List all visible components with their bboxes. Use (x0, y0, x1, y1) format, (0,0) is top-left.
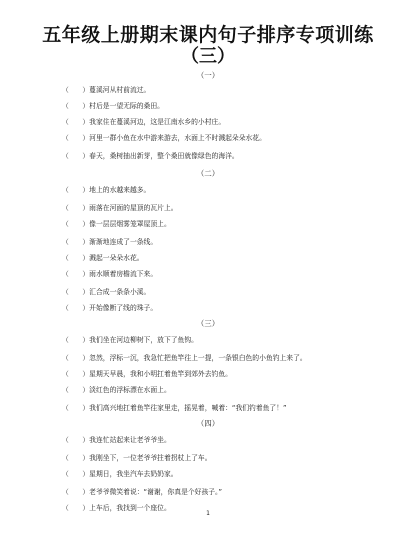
title-line1: 五年级上册期末课内句子排序专项训练 (42, 24, 374, 46)
sentence-item: （ ）我们坐在河边柳树下，放下了鱼钩。 (62, 336, 198, 344)
sentence-item: （ ）渐渐地连成了一条线。 (62, 238, 158, 246)
sentence-item: （ ）蔓溪河从村前流过。 (62, 86, 151, 94)
sentence-item: （ ）上车后，我找到一个座位。 (62, 504, 171, 512)
page-number: 1 (206, 510, 210, 517)
sentence-item: （ ）开始像断了线的珠子。 (62, 304, 158, 312)
sentence-item: （ ）老爷爷微笑着说：“谢谢，你真是个好孩子。” (62, 488, 222, 496)
sentence-item: （ ）我连忙站起来让老爷爷坐。 (62, 436, 171, 444)
title-line2: （三） (181, 46, 235, 67)
sentence-item: （ ）像一层层烟雾笼罩屋顶上。 (62, 220, 171, 228)
sentence-item: （ ）忽然，浮标一沉，我急忙把鱼竿往上一提，一条银白色的小鱼钓上来了。 (62, 354, 307, 362)
section-label: （二） (196, 169, 220, 178)
sentence-item: （ ）河里一群小鱼在水中游来游去，水面上不时溅起朵朵水花。 (62, 134, 266, 142)
sentence-item: （ ）地上的水越来越多。 (62, 186, 151, 194)
sentence-item: （ ）淡红色的浮标漂在水面上。 (62, 386, 171, 394)
sentence-item: （ ）春天，桑树抽出新芽，整个桑田就像绿色的海洋。 (62, 152, 239, 160)
section-label: （三） (196, 319, 220, 328)
sentence-item: （ ）星期天早晨，我和小明扛着鱼竿到郊外去钓鱼。 (62, 370, 232, 378)
sentence-item: （ ）雨水顺着房檐流下来。 (62, 270, 158, 278)
sentence-item: （ ）我家住在蔓溪河边，这是江南水乡的小村庄。 (62, 118, 226, 126)
sentence-item: （ ）我刚坐下，一位老爷爷拄着拐杖上了车。 (62, 454, 212, 462)
sentence-item: （ ）村后是一望无际的桑田。 (62, 102, 164, 110)
sentence-item: （ ）雨落在河面的屋顶的瓦片上。 (62, 204, 178, 212)
sentence-item: （ ）我们高兴地扛着鱼竿往家里走，摇晃着，喊着：“我们钓着鱼了！” (62, 404, 287, 412)
sentence-item: （ ）星期日，我坐汽车去奶奶家。 (62, 470, 178, 478)
sentence-item: （ ）溅起一朵朵水花。 (62, 254, 144, 262)
sentence-item: （ ）汇合成一条条小溪。 (62, 288, 151, 296)
section-label: （一） (196, 71, 220, 80)
section-label: （四） (196, 419, 220, 428)
